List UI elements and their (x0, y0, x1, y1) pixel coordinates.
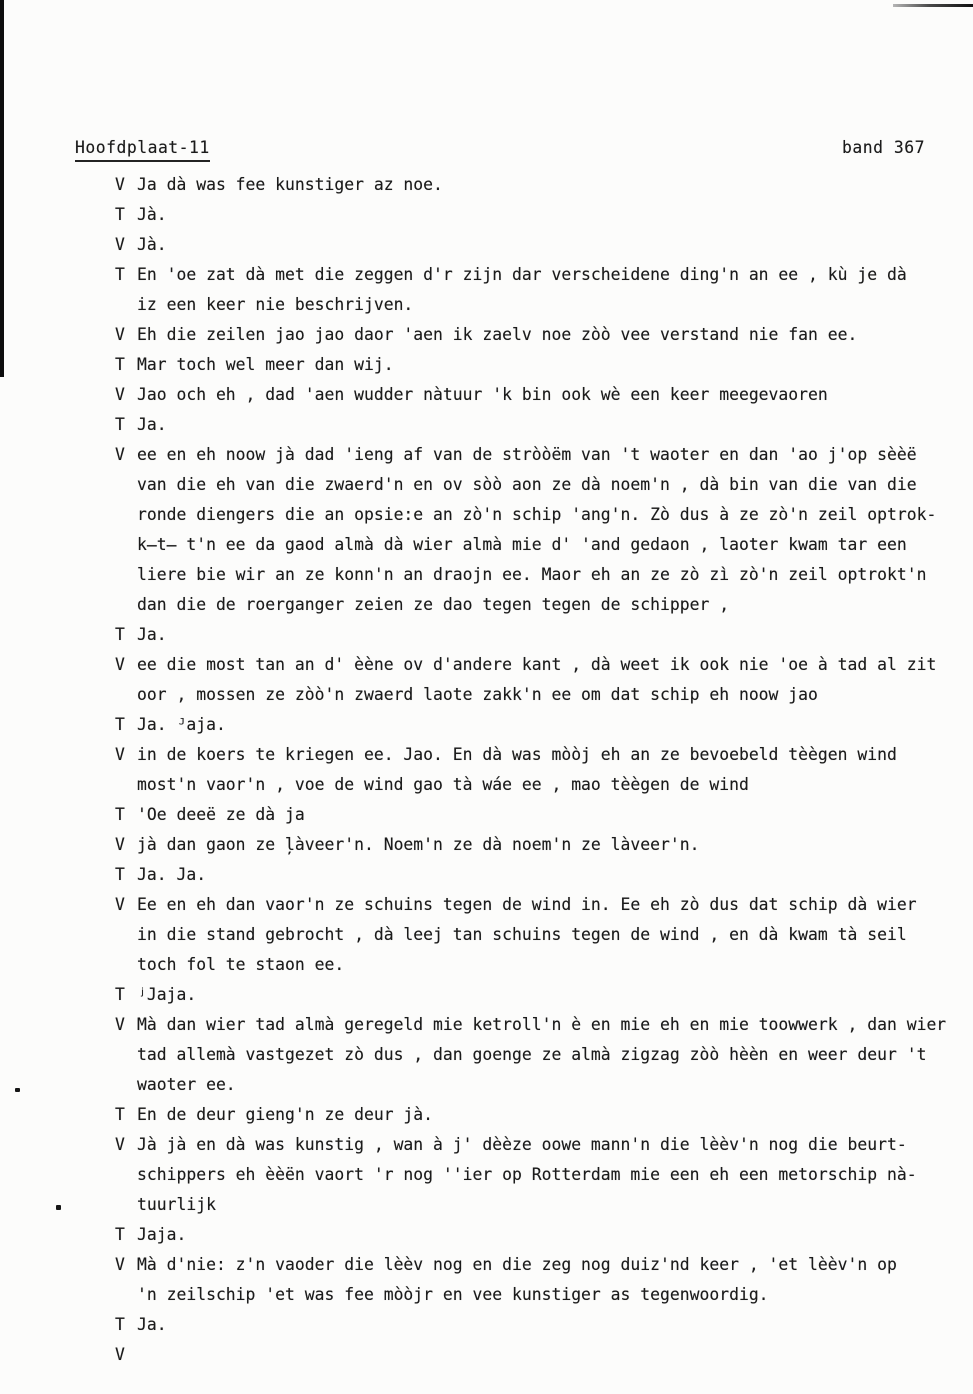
transcript-line: 'n zeilschip 'et was fee mòòjr en vee kunstiger as tegenwoordig. (137, 1285, 769, 1304)
utterance (137, 740, 967, 800)
transcript-row (115, 890, 967, 980)
transcript-line: tad allemà vastgezet zò dus , dan goenge ze almà zigzag zòò hèèn en weer deur 't (137, 1045, 927, 1064)
transcript-line: waoter ee. (137, 1075, 236, 1094)
utterance (137, 800, 967, 830)
page-header (75, 137, 925, 162)
speaker-label: T (115, 265, 125, 284)
scan-edge-line (893, 4, 973, 7)
speaker-label: V (115, 835, 125, 854)
transcript-line: tuurlijk (137, 1195, 216, 1214)
transcript-row (115, 1220, 967, 1250)
transcript-line: Ee en eh dan vaor'n ze schuins tegen de wind in. Ee eh zò dus dat schip dà wier (137, 895, 917, 914)
transcript-row (115, 830, 967, 860)
transcript-line: iz een keer nie beschrijven. (137, 295, 414, 314)
transcript-row (115, 320, 967, 350)
speaker-label: V (115, 655, 125, 674)
transcript-line: oor , mossen ze zòò'n zwaerd laote zakk'n ee om dat schip eh noow jao (137, 685, 818, 704)
transcript-row (115, 1130, 967, 1220)
utterance (137, 170, 967, 200)
speaker-label: V (115, 175, 125, 194)
transcript-row (115, 1010, 967, 1100)
utterance (137, 440, 967, 620)
speaker-label: V (115, 235, 125, 254)
transcript-line (137, 1340, 967, 1370)
transcript-line: van die eh van die zwaerd'n en ov sòò aon ze dà noem'n , dà bin van die van die (137, 475, 917, 494)
utterance (137, 320, 967, 350)
speaker-label: V (115, 1015, 125, 1034)
transcript-line: Mar toch wel meer dan wij. (137, 355, 394, 374)
speaker-label: T (115, 415, 125, 434)
transcript (115, 170, 967, 1370)
utterance (137, 860, 967, 890)
transcript-row (115, 1310, 967, 1340)
transcript-row (115, 350, 967, 380)
transcript-row (115, 1250, 967, 1310)
transcript-line: Jà. (137, 235, 167, 254)
transcript-row (115, 860, 967, 890)
speaker-label: V (115, 1345, 125, 1364)
utterance (137, 710, 967, 740)
scan-edge-bar (0, 0, 4, 377)
speaker-label: T (115, 205, 125, 224)
utterance (137, 1220, 967, 1250)
speaker-label: T (115, 355, 125, 374)
transcript-line: Mà dan wier tad almà geregeld mie ketroll'n è en mie eh en mie toowwerk , dan wier (137, 1015, 947, 1034)
transcript-line: in de koers te kriegen ee. Jao. En dà was mòòj eh an ze bevoebeld tèègen wind (137, 745, 897, 764)
utterance (137, 650, 967, 710)
speaker-label: T (115, 1315, 125, 1334)
transcript-row (115, 650, 967, 710)
utterance (137, 410, 967, 440)
speaker-label: V (115, 385, 125, 404)
utterance (137, 890, 967, 980)
speaker-label: T (115, 985, 125, 1004)
utterance (137, 620, 967, 650)
scan-speck (56, 1205, 61, 1210)
utterance (137, 200, 967, 230)
utterance (137, 1250, 967, 1310)
transcript-line: Jaja. (137, 1225, 187, 1244)
speaker-label: V (115, 1135, 125, 1154)
transcript-line: ee en eh noow jà dad 'ieng af van de stròòëm van 't waoter en dan 'ao j'op sèèë (137, 445, 917, 464)
transcript-line: 'Oe deeë ze dà ja (137, 805, 305, 824)
transcript-line: Ja. (137, 625, 167, 644)
utterance (137, 830, 967, 860)
transcript-line: toch fol te staon ee. (137, 955, 345, 974)
transcript-line: liere bie wir an ze konn'n an draojn ee. Maor eh an ze zò zì zò'n zeil optrokt'n (137, 565, 927, 584)
transcript-line: dan die de roerganger zeien ze dao tegen tegen de schipper , (137, 595, 730, 614)
transcript-line: Jà jà en dà was kunstig , wan à j' dèèze oowe mann'n die lèèv'n nog die beurt- (137, 1135, 907, 1154)
transcript-line: k̶t̶ t'n ee da gaod almà dà wier almà mie d' 'and gedaon , laoter kwam tar een (137, 535, 907, 554)
transcript-row (115, 170, 967, 200)
speaker-label: V (115, 445, 125, 464)
speaker-label: T (115, 805, 125, 824)
speaker-label: T (115, 625, 125, 644)
speaker-label: V (115, 895, 125, 914)
transcript-line: Jà. (137, 205, 167, 224)
speaker-label: T (115, 1105, 125, 1124)
transcript-line: ee die most tan an d' èène ov d'andere kant , dà weet ik ook nie 'oe à tad al zit (137, 655, 937, 674)
transcript-row (115, 740, 967, 800)
speaker-label: V (115, 1255, 125, 1274)
transcript-row (115, 380, 967, 410)
utterance (137, 230, 967, 260)
transcript-row (115, 710, 967, 740)
scan-speck (15, 1088, 20, 1092)
transcript-line: Ja. (137, 415, 167, 434)
utterance (137, 1310, 967, 1340)
transcript-row (115, 620, 967, 650)
utterance (137, 1010, 967, 1100)
page-title: Hoofdplaat-11 (75, 137, 210, 162)
transcript-line: Eh die zeilen jao jao daor 'aen ik zaelv noe zòò vee verstand nie fan ee. (137, 325, 858, 344)
transcript-row (115, 800, 967, 830)
transcript-line: ʲJaja. (137, 985, 197, 1004)
transcript-line: Ja dà was fee kunstiger az noe. (137, 175, 443, 194)
utterance (137, 1130, 967, 1220)
transcript-row (115, 1340, 967, 1370)
speaker-label: V (115, 325, 125, 344)
speaker-label: T (115, 865, 125, 884)
transcript-line: Jao och eh , dad 'aen wudder nàtuur 'k bin ook wè een keer meegevaoren (137, 385, 828, 404)
transcript-row (115, 230, 967, 260)
utterance (137, 1340, 967, 1370)
utterance (137, 350, 967, 380)
transcript-row (115, 260, 967, 320)
utterance (137, 1100, 967, 1130)
transcript-line: Ja. ᴶaja. (137, 715, 226, 734)
transcript-line: most'n vaor'n , voe de wind gao tà wáe ee , mao tèègen de wind (137, 775, 749, 794)
transcript-row (115, 1100, 967, 1130)
transcript-row (115, 980, 967, 1010)
transcript-line: jà dan gaon ze ļàveer'n. Noem'n ze dà noem'n ze làveer'n. (137, 835, 700, 854)
transcript-line: in die stand gebrocht , dà leej tan schuins tegen de wind , en dà kwam tà seil (137, 925, 907, 944)
transcript-line: Ja. Ja. (137, 865, 207, 884)
transcript-line: En 'oe zat dà met die zeggen d'r zijn dar verscheidene ding'n an ee , kù je dà (137, 265, 907, 284)
transcript-row (115, 410, 967, 440)
transcript-line: ronde diengers die an opsie:e an zò'n schip 'ang'n. Zò dus à ze zò'n zeil optrok- (137, 505, 937, 524)
transcript-row (115, 200, 967, 230)
transcript-line: schippers eh èèën vaort 'r nog ''ier op Rotterdam mie een eh een metorschip nà- (137, 1165, 917, 1184)
utterance (137, 980, 967, 1010)
transcript-row (115, 440, 967, 620)
utterance (137, 260, 967, 320)
speaker-label: T (115, 715, 125, 734)
speaker-label: T (115, 1225, 125, 1244)
transcript-line: Mà d'nie: z'n vaoder die lèèv nog en die zeg nog duiz'nd keer , 'et lèèv'n op (137, 1255, 897, 1274)
transcript-line: En de deur gieng'n ze deur jà. (137, 1105, 434, 1124)
utterance (137, 380, 967, 410)
band-label: band 367 (842, 138, 925, 157)
transcript-line: Ja. (137, 1315, 167, 1334)
speaker-label: V (115, 745, 125, 764)
